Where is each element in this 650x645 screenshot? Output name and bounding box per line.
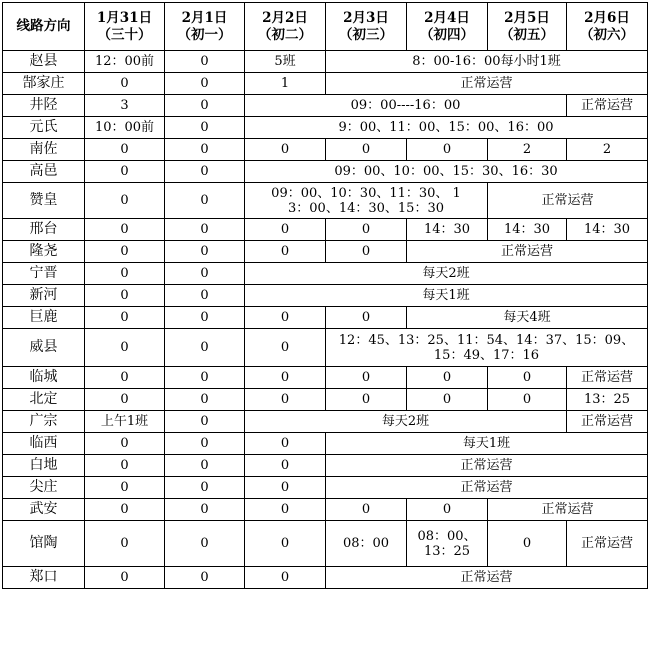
schedule-cell: 正常运营 <box>326 567 648 589</box>
schedule-cell: 0 <box>165 183 245 219</box>
schedule-cell: 0 <box>165 241 245 263</box>
route-name-cell: 郑口 <box>3 567 85 589</box>
schedule-cell: 0 <box>165 433 245 455</box>
table-row <box>3 567 648 589</box>
table-row <box>3 307 648 329</box>
schedule-cell: 每天2班 <box>245 263 648 285</box>
table-row <box>3 389 648 411</box>
date-label: 2月1日 <box>181 9 228 26</box>
lunar-label: （初一） <box>177 26 232 43</box>
schedule-cell: 每天1班 <box>326 433 648 455</box>
schedule-cell <box>407 521 488 567</box>
table-row <box>3 241 648 263</box>
route-name-cell: 井陉 <box>3 95 85 117</box>
schedule-cell: 0 <box>245 139 326 161</box>
schedule-cell: 0 <box>245 307 326 329</box>
schedule-cell: 0 <box>326 367 407 389</box>
date-label: 2月5日 <box>504 9 550 26</box>
date-label: 2月2日 <box>262 9 308 26</box>
schedule-cell: 2 <box>567 139 648 161</box>
bus-schedule-table <box>2 2 648 589</box>
route-name-cell: 尖庄 <box>3 477 85 499</box>
lunar-label: （初五） <box>500 26 554 43</box>
schedule-cell: 0 <box>165 117 245 139</box>
schedule-cell: 0 <box>488 389 567 411</box>
route-name-cell: 赵县 <box>3 51 85 73</box>
table-row <box>3 433 648 455</box>
schedule-cell: 正常运营 <box>567 367 648 389</box>
route-name-cell: 隆尧 <box>3 241 85 263</box>
schedule-cell: 0 <box>165 285 245 307</box>
schedule-cell: 0 <box>245 499 326 521</box>
schedule-cell: 0 <box>407 389 488 411</box>
schedule-cell: 12：00前 <box>85 51 165 73</box>
schedule-cell: 0 <box>407 367 488 389</box>
schedule-cell: 0 <box>85 477 165 499</box>
table-row <box>3 117 648 139</box>
schedule-cell: 0 <box>165 389 245 411</box>
schedule-cell: 0 <box>165 477 245 499</box>
route-name-cell: 威县 <box>3 329 85 367</box>
schedule-cell: 正常运营 <box>326 477 648 499</box>
table-row <box>3 219 648 241</box>
header-row <box>3 3 648 51</box>
schedule-cell: 14：30 <box>407 219 488 241</box>
schedule-cell: 正常运营 <box>326 73 648 95</box>
schedule-cell: 上午1班 <box>85 411 165 433</box>
schedule-cell: 正常运营 <box>407 241 648 263</box>
schedule-cell: 0 <box>165 219 245 241</box>
schedule-cell: 0 <box>326 307 407 329</box>
schedule-cell: 0 <box>85 433 165 455</box>
schedule-cell: 0 <box>85 183 165 219</box>
schedule-cell <box>326 329 648 367</box>
schedule-cell: 5班 <box>245 51 326 73</box>
schedule-cell: 13：25 <box>567 389 648 411</box>
schedule-cell: 08：00 <box>326 521 407 567</box>
schedule-cell: 0 <box>85 499 165 521</box>
lunar-label: （初六） <box>580 26 634 43</box>
date-header <box>407 3 488 51</box>
table-row <box>3 477 648 499</box>
schedule-cell: 正常运营 <box>488 499 648 521</box>
lunar-label: （三十） <box>97 26 152 43</box>
lunar-label: （初四） <box>420 26 474 43</box>
date-label: 2月6日 <box>584 9 630 26</box>
schedule-cell: 0 <box>85 367 165 389</box>
schedule-table-container <box>2 2 648 589</box>
schedule-cell: 0 <box>85 455 165 477</box>
schedule-cell: 0 <box>245 367 326 389</box>
schedule-cell: 14：30 <box>567 219 648 241</box>
schedule-cell: 10：00前 <box>85 117 165 139</box>
table-row <box>3 95 648 117</box>
date-label: 2月3日 <box>343 9 389 26</box>
route-name-cell: 巨鹿 <box>3 307 85 329</box>
schedule-cell: 每天4班 <box>407 307 648 329</box>
schedule-cell: 0 <box>165 95 245 117</box>
schedule-cell: 09：00----16：00 <box>245 95 567 117</box>
schedule-cell: 1 <box>245 73 326 95</box>
schedule-cell: 0 <box>245 521 326 567</box>
route-name-cell: 临西 <box>3 433 85 455</box>
schedule-cell: 0 <box>85 389 165 411</box>
table-row <box>3 161 648 183</box>
schedule-cell: 3 <box>85 95 165 117</box>
route-name-cell: 邢台 <box>3 219 85 241</box>
table-row <box>3 367 648 389</box>
schedule-cell: 0 <box>326 139 407 161</box>
schedule-cell: 0 <box>165 521 245 567</box>
schedule-cell: 正常运营 <box>567 95 648 117</box>
schedule-cell: 0 <box>85 263 165 285</box>
schedule-cell: 0 <box>165 329 245 367</box>
route-name-cell: 北定 <box>3 389 85 411</box>
schedule-cell: 0 <box>165 161 245 183</box>
schedule-cell: 正常运营 <box>326 455 648 477</box>
schedule-cell: 0 <box>165 499 245 521</box>
table-row <box>3 455 648 477</box>
schedule-cell: 0 <box>407 139 488 161</box>
schedule-cell: 0 <box>165 73 245 95</box>
table-row <box>3 73 648 95</box>
schedule-cell: 0 <box>165 367 245 389</box>
schedule-cell: 0 <box>85 307 165 329</box>
lunar-label: （初三） <box>339 26 393 43</box>
schedule-cell: 0 <box>85 329 165 367</box>
schedule-cell: 0 <box>245 219 326 241</box>
schedule-cell: 0 <box>165 455 245 477</box>
schedule-cell: 0 <box>245 567 326 589</box>
schedule-cell: 正常运营 <box>488 183 648 219</box>
schedule-cell: 0 <box>245 477 326 499</box>
schedule-cell: 0 <box>488 367 567 389</box>
schedule-cell <box>245 183 488 219</box>
route-name-cell: 白地 <box>3 455 85 477</box>
table-row <box>3 329 648 367</box>
table-row <box>3 263 648 285</box>
route-name-cell: 广宗 <box>3 411 85 433</box>
route-name-cell: 元氏 <box>3 117 85 139</box>
schedule-cell: 0 <box>85 241 165 263</box>
schedule-cell: 0 <box>245 389 326 411</box>
route-name-cell: 新河 <box>3 285 85 307</box>
schedule-cell: 0 <box>85 285 165 307</box>
date-header <box>165 3 245 51</box>
schedule-cell: 09：00、10：00、15：30、16：30 <box>245 161 648 183</box>
route-name-cell: 郜家庄 <box>3 73 85 95</box>
schedule-cell: 0 <box>245 329 326 367</box>
schedule-cell: 0 <box>165 411 245 433</box>
lunar-label: （初二） <box>258 26 312 43</box>
schedule-cell-text: 12：45、13：25、11：54、14：37、15：09、 15：49、17：16 <box>338 332 635 363</box>
schedule-cell: 0 <box>407 499 488 521</box>
schedule-cell: 正常运营 <box>567 411 648 433</box>
schedule-cell: 0 <box>326 219 407 241</box>
date-label: 2月4日 <box>424 9 470 26</box>
table-row <box>3 411 648 433</box>
schedule-cell: 8：00-16：00每小时1班 <box>326 51 648 73</box>
schedule-cell: 0 <box>85 73 165 95</box>
schedule-cell: 正常运营 <box>567 521 648 567</box>
route-direction-header: 线路方向 <box>3 3 85 51</box>
schedule-cell: 0 <box>85 219 165 241</box>
route-name-cell: 南佐 <box>3 139 85 161</box>
route-name-cell: 武安 <box>3 499 85 521</box>
table-row <box>3 285 648 307</box>
schedule-cell: 0 <box>165 139 245 161</box>
schedule-cell: 0 <box>245 241 326 263</box>
date-header <box>488 3 567 51</box>
date-header <box>326 3 407 51</box>
route-name-cell: 馆陶 <box>3 521 85 567</box>
schedule-body <box>3 51 648 589</box>
table-row <box>3 499 648 521</box>
schedule-cell-text: 08：00、 13：25 <box>417 528 477 559</box>
schedule-cell: 0 <box>326 241 407 263</box>
route-name-cell: 赞皇 <box>3 183 85 219</box>
route-name-cell: 宁晋 <box>3 263 85 285</box>
date-header <box>85 3 165 51</box>
schedule-cell: 9：00、11：00、15：00、16：00 <box>245 117 648 139</box>
schedule-cell: 0 <box>245 455 326 477</box>
schedule-cell: 0 <box>165 51 245 73</box>
date-header <box>245 3 326 51</box>
route-name-cell: 临城 <box>3 367 85 389</box>
schedule-cell: 0 <box>85 567 165 589</box>
schedule-cell: 0 <box>165 307 245 329</box>
table-row <box>3 51 648 73</box>
schedule-cell-text: 09：00、10：30、11：30、 13：00、14：30、15：30 <box>271 185 461 216</box>
schedule-cell: 0 <box>326 389 407 411</box>
schedule-cell: 2 <box>488 139 567 161</box>
schedule-cell: 0 <box>85 139 165 161</box>
schedule-cell: 0 <box>85 521 165 567</box>
schedule-cell: 每天1班 <box>245 285 648 307</box>
schedule-cell: 0 <box>85 161 165 183</box>
schedule-cell: 0 <box>326 499 407 521</box>
schedule-cell: 0 <box>165 263 245 285</box>
date-header <box>567 3 648 51</box>
schedule-cell: 14：30 <box>488 219 567 241</box>
schedule-cell: 0 <box>245 433 326 455</box>
date-label: 1月31日 <box>96 9 153 26</box>
schedule-cell: 每天2班 <box>245 411 567 433</box>
route-name-cell: 高邑 <box>3 161 85 183</box>
schedule-cell: 0 <box>488 521 567 567</box>
table-row <box>3 183 648 219</box>
table-row <box>3 521 648 567</box>
table-row <box>3 139 648 161</box>
schedule-cell: 0 <box>165 567 245 589</box>
